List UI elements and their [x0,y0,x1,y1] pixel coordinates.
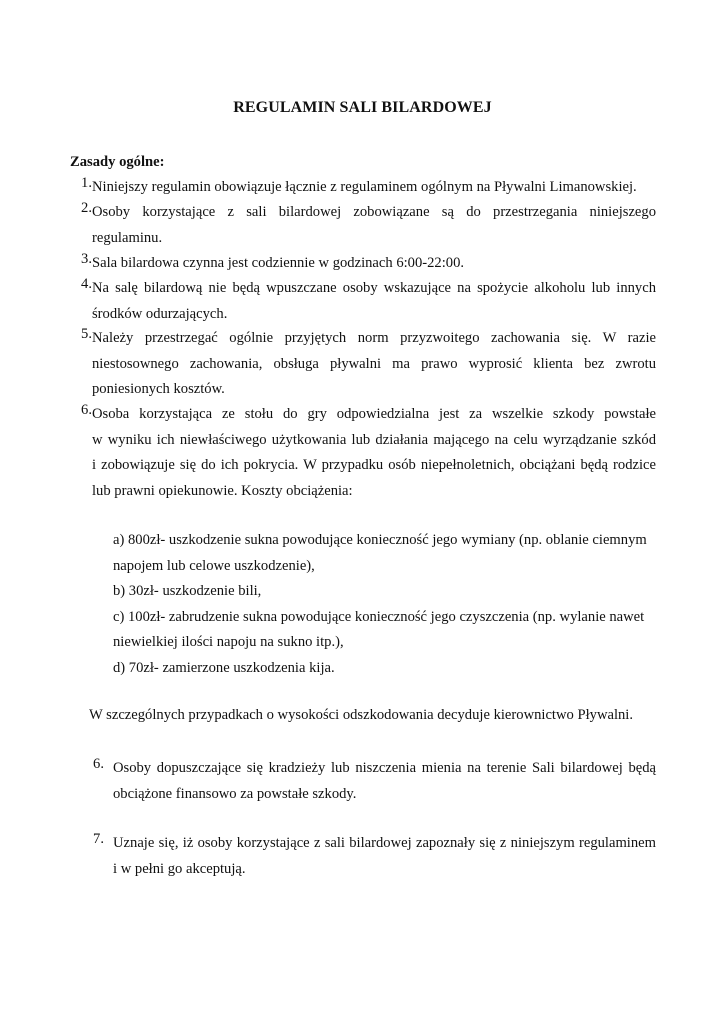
rule-line: obciążone finansowo za powstałe szkody. [113,785,357,802]
rule-line: Sala bilardowa czynna jest codziennie w godzinach 6:00-22:00. [92,255,465,271]
rule-item [70,276,656,327]
rule-line: niestosownego zachowania, obsługa pływalni ma prawo wyprosić klienta bez zwrotu [92,355,656,372]
rule-number: 5. [81,326,92,342]
charges-list [113,528,656,681]
rule-line: Uznaje się, iż osoby korzystające z sali bilardowej zapoznały się z niniejszym regulaminem [113,835,656,851]
rule-line: Należy przestrzegać ogólnie przyjętych norm przyzwoitego zachowania się. W razie [92,330,656,346]
document-title: REGULAMIN SALI BILARDOWEJ [233,99,492,116]
rule-item [70,402,656,504]
rule-line: regulaminu. [92,229,163,246]
rule-text [92,402,656,504]
rule-line: Osoby dopuszczające się kradzieży lub niszczenia mienia na terenie Sali bilardowej będą [113,760,656,776]
rule-text [92,276,656,327]
rule-item [70,200,656,251]
note-paragraph: W szczególnych przypadkach o wysokości odszkodowania decyduje kierownictwo Pływalni. [89,707,634,723]
charge-line: b) 30zł- uszkodzenie bili, [113,583,262,599]
rule-text [113,756,656,807]
charge-line: d) 70zł- zamierzone uszkodzenia kija. [113,659,335,676]
rule-item [70,175,656,201]
rule-line: poniesionych kosztów. [92,381,225,397]
rule-text [92,326,656,403]
rule-number: 3. [81,251,92,267]
charge-line: napojem lub celowe uszkodzenie), [113,557,315,574]
rule-item [70,756,656,807]
rule-item [70,326,656,403]
rule-item [70,251,656,277]
charge-line: c) 100zł- zabrudzenie sukna powodujące konieczność jego czyszczenia (np. wylanie nawet [113,608,645,625]
rule-line: Na salę bilardową nie będą wpuszczane osoby wskazujące na spożycie alkoholu lub innych [92,280,656,296]
rule-line: Osoby korzystające z sali bilardowej zobowiązane są do przestrzegania niniejszego [92,204,656,220]
rule-number: 4. [81,276,92,292]
rule-text [92,200,656,251]
rule-line: lub prawni opiekunowie. Koszty obciążenia: [92,482,353,499]
rule-text [92,251,656,277]
rule-number: 6. [93,756,104,772]
rule-number: 2. [81,200,92,216]
rule-line: środków odurzających. [92,305,228,322]
charge-line: a) 800zł- uszkodzenie sukna powodujące konieczność jego wymiany (np. oblanie ciemnym [113,532,647,548]
rule-line: Niniejszy regulamin obowiązuje łącznie z regulaminem ogólnym na Pływalni Limanowskiej. [92,179,637,195]
charge-line: niewielkiej ilości napoju na sukno itp.), [113,634,344,650]
rule-item [70,831,656,882]
rule-number: 6. [81,402,92,418]
rule-number: 1. [81,175,92,191]
rule-line: i zobowiązuje się do ich pokrycia. W przypadku osób niepełnoletnich, obciążani będą rodzice [92,457,656,473]
rule-line: i w pełni go akceptują. [113,860,246,877]
rule-line: w wyniku ich niewłaściwego użytkowania lub działania mającego na celu wyrządzanie szkód [92,431,656,448]
section-heading: Zasady ogólne: [70,154,165,170]
rule-number: 7. [93,831,104,847]
rule-text [113,831,656,882]
rule-text [92,175,656,201]
rule-line: Osoba korzystająca ze stołu do gry odpowiedzialna jest za wszelkie szkody powstałe [92,406,656,422]
